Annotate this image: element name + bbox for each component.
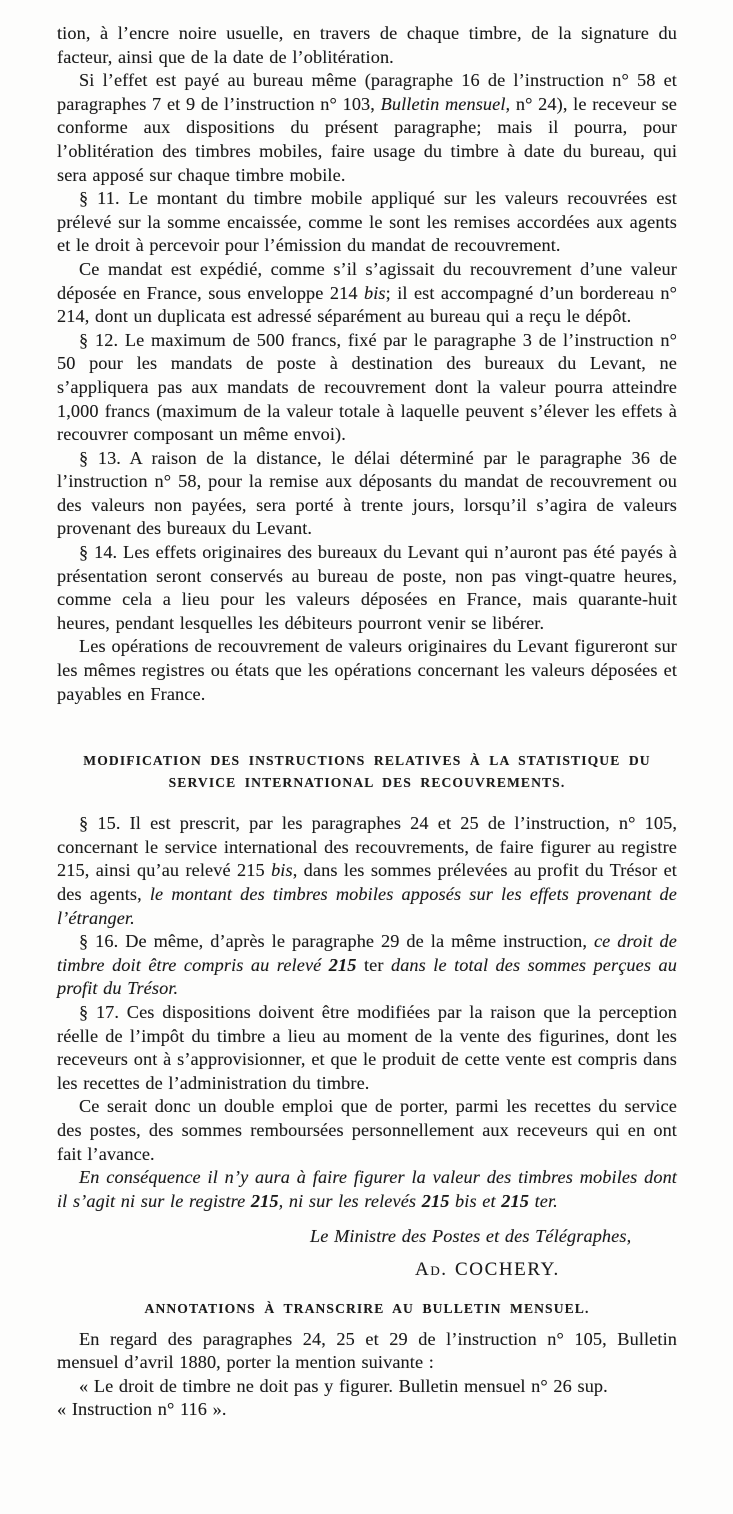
heading-annotations bbox=[57, 1298, 677, 1320]
text-run: le montant des timbres mobiles apposés sur les effets provenant de l’étranger. bbox=[57, 884, 677, 928]
paragraph-en-regard bbox=[57, 1328, 677, 1375]
text-run: § 15. Il est prescrit, par les paragraphes 24 et 25 de l’instruction, n° 105, concernant le service international des recouvrements, de faire figurer au registre 215, ainsi qu’au relevé 215 bbox=[57, 813, 677, 881]
text-run: n° 24), le receveur se conforme aux dispositions du présent paragraphe; mais il pourra, pour l’oblitération des timbres mobiles, faire usage du timbre à date du bureau, qui sera apposé sur chaque timbre mobile. bbox=[57, 93, 677, 185]
text-run: 215 bbox=[328, 954, 357, 975]
text-run: 215 bbox=[501, 1190, 529, 1211]
text-run: § 14. Les effets originaires des bureaux du Levant qui n’auront pas été payés à présentation seront conservés au bureau de poste, non pas vingt-quatre heures, comme cela a lieu pour les valeurs déposées en France, mais quarante-huit heures, pendant lesquelles les débiteurs pourront venir se libérer. bbox=[57, 542, 677, 633]
text-run: Ce serait donc un double emploi que de porter, parmi les recettes du service des postes, des sommes remboursées personnellement aux receveurs qui en ont fait l’avance. bbox=[57, 1096, 677, 1164]
text-run: § 17. Ces dispositions doivent être modifiées par la raison que la perception réelle de l’impôt du timbre a lieu au moment de la vente des figurines, dont les receveurs ont à s’approvisionner, et que le produit de cette vente est compris dans les recettes de l’administration du timbre. bbox=[57, 1001, 677, 1093]
text-run: dans le total des sommes perçues au profit du Trésor. bbox=[57, 954, 677, 999]
text-run: Les opérations de recouvrement de valeurs originaires du Levant figureront sur les mêmes registres ou états que les opérations concernant les valeurs déposées et payables en France. bbox=[57, 636, 677, 704]
section-11-mandat bbox=[57, 258, 677, 329]
text-run: § 12. Le maximum de 500 francs, fixé par le paragraphe 3 de l’instruction n° 50 pour les mandats de poste à destination des bureaux du Levant, ne s’appliquera pas aux mandats de recouvrement dont la valeur pourra atteindre 1,000 francs (maximum de la valeur totale à laquelle peuvent s’élever les effets à recouvrer composant un même envoi). bbox=[57, 329, 677, 445]
text-run: Bulletin mensuel, bbox=[380, 93, 511, 114]
text-run: MODIFICATION DES INSTRUCTIONS RELATIVES À LA STATISTIQUE DU SERVICE INTERNATIONAL DES RECOUVREMENTS. bbox=[83, 753, 651, 791]
text-run: § 16. De même, d’après le paragraphe 29 de la même instruction, bbox=[79, 931, 594, 952]
section-14 bbox=[57, 541, 677, 635]
text-run: bis bbox=[271, 860, 293, 881]
paragraph-double-emploi bbox=[57, 1095, 677, 1166]
text-run: , ni sur les relevés bbox=[278, 1190, 422, 1211]
text-run: ce droit de timbre doit être compris au relevé bbox=[57, 931, 678, 975]
section-15 bbox=[57, 812, 677, 930]
text-run: Le Ministre des Postes et des Télégraphes, bbox=[310, 1226, 632, 1247]
text-run: ANNOTATIONS À TRANSCRIRE AU BULLETIN MENSUEL. bbox=[144, 1300, 590, 1316]
text-run: bis et bbox=[449, 1190, 502, 1211]
paragraph-effet-paye bbox=[57, 69, 677, 187]
heading-modification-statistique bbox=[57, 750, 677, 794]
section-12 bbox=[57, 329, 677, 447]
text-run: Si l’effet est payé au bureau même (paragraphe 16 de l’instruction n° 58 et paragraphes 7 et 9 de l’instruction n° 103, bbox=[57, 70, 677, 114]
text-run: ; il est accompagné d’un bordereau n° 214, dont un duplicata est adressé séparément au bureau qui a reçu le dépôt. bbox=[57, 282, 677, 327]
section-11 bbox=[57, 187, 677, 258]
text-run: COCHERY. bbox=[454, 1258, 560, 1280]
paragraph-operations bbox=[57, 635, 677, 706]
quote-line-1 bbox=[57, 1375, 677, 1399]
paragraph-consequence bbox=[57, 1166, 677, 1213]
text-run: « Le droit de timbre ne doit pas y figurer. Bulletin mensuel n° 26 sup. bbox=[79, 1375, 608, 1396]
text-run: « Instruction n° 116 ». bbox=[57, 1399, 227, 1420]
signature-name bbox=[57, 1258, 677, 1282]
text-run: 215 bbox=[421, 1190, 450, 1211]
text-run: , dans les sommes prélevées au profit du Trésor et des agents, bbox=[57, 860, 677, 904]
signature-role bbox=[57, 1225, 677, 1249]
text-run: bis bbox=[364, 282, 386, 303]
text-run: 215 bbox=[250, 1190, 279, 1211]
text-run: tion, à l’encre noire usuelle, en travers de chaque timbre, de la signature du facteur, ainsi que de la date de l’oblitération. bbox=[57, 23, 677, 67]
section-16 bbox=[57, 930, 677, 1001]
text-run: Ce mandat est expédié, comme s’il s’agissait du recouvrement d’une valeur déposée en France, sous enveloppe 214 bbox=[57, 258, 677, 303]
text-run: Ad. bbox=[415, 1258, 455, 1280]
quote-line-2 bbox=[57, 1398, 677, 1422]
text-run: ter. bbox=[529, 1190, 558, 1211]
text-run: En conséquence il n’y aura à faire figurer la valeur des timbres mobiles dont il s’agit ni sur le registre bbox=[57, 1167, 677, 1211]
text-run: ter bbox=[356, 954, 391, 975]
continuation-paragraph bbox=[57, 22, 677, 69]
section-13 bbox=[57, 447, 677, 541]
text-run: § 13. A raison de la distance, le délai déterminé par le paragraphe 36 de l’instruction n° 58, pour la remise aux déposants du mandat de recouvrement ou des valeurs non payées, sera porté à trente jours, lorsqu’il s’agira de valeurs provenant des bureaux du Levant. bbox=[57, 447, 677, 539]
text-run: § 11. Le montant du timbre mobile appliqué sur les valeurs recouvrées est prélevé sur la somme encaissée, comme le sont les remises accordées aux agents et le droit à percevoir pour l’émission du mandat de recouvrement. bbox=[57, 188, 677, 256]
section-17 bbox=[57, 1001, 677, 1095]
text-run: En regard des paragraphes 24, 25 et 29 de l’instruction n° 105, Bulletin mensuel d’avril 1880, porter la mention suivante : bbox=[57, 1328, 677, 1373]
